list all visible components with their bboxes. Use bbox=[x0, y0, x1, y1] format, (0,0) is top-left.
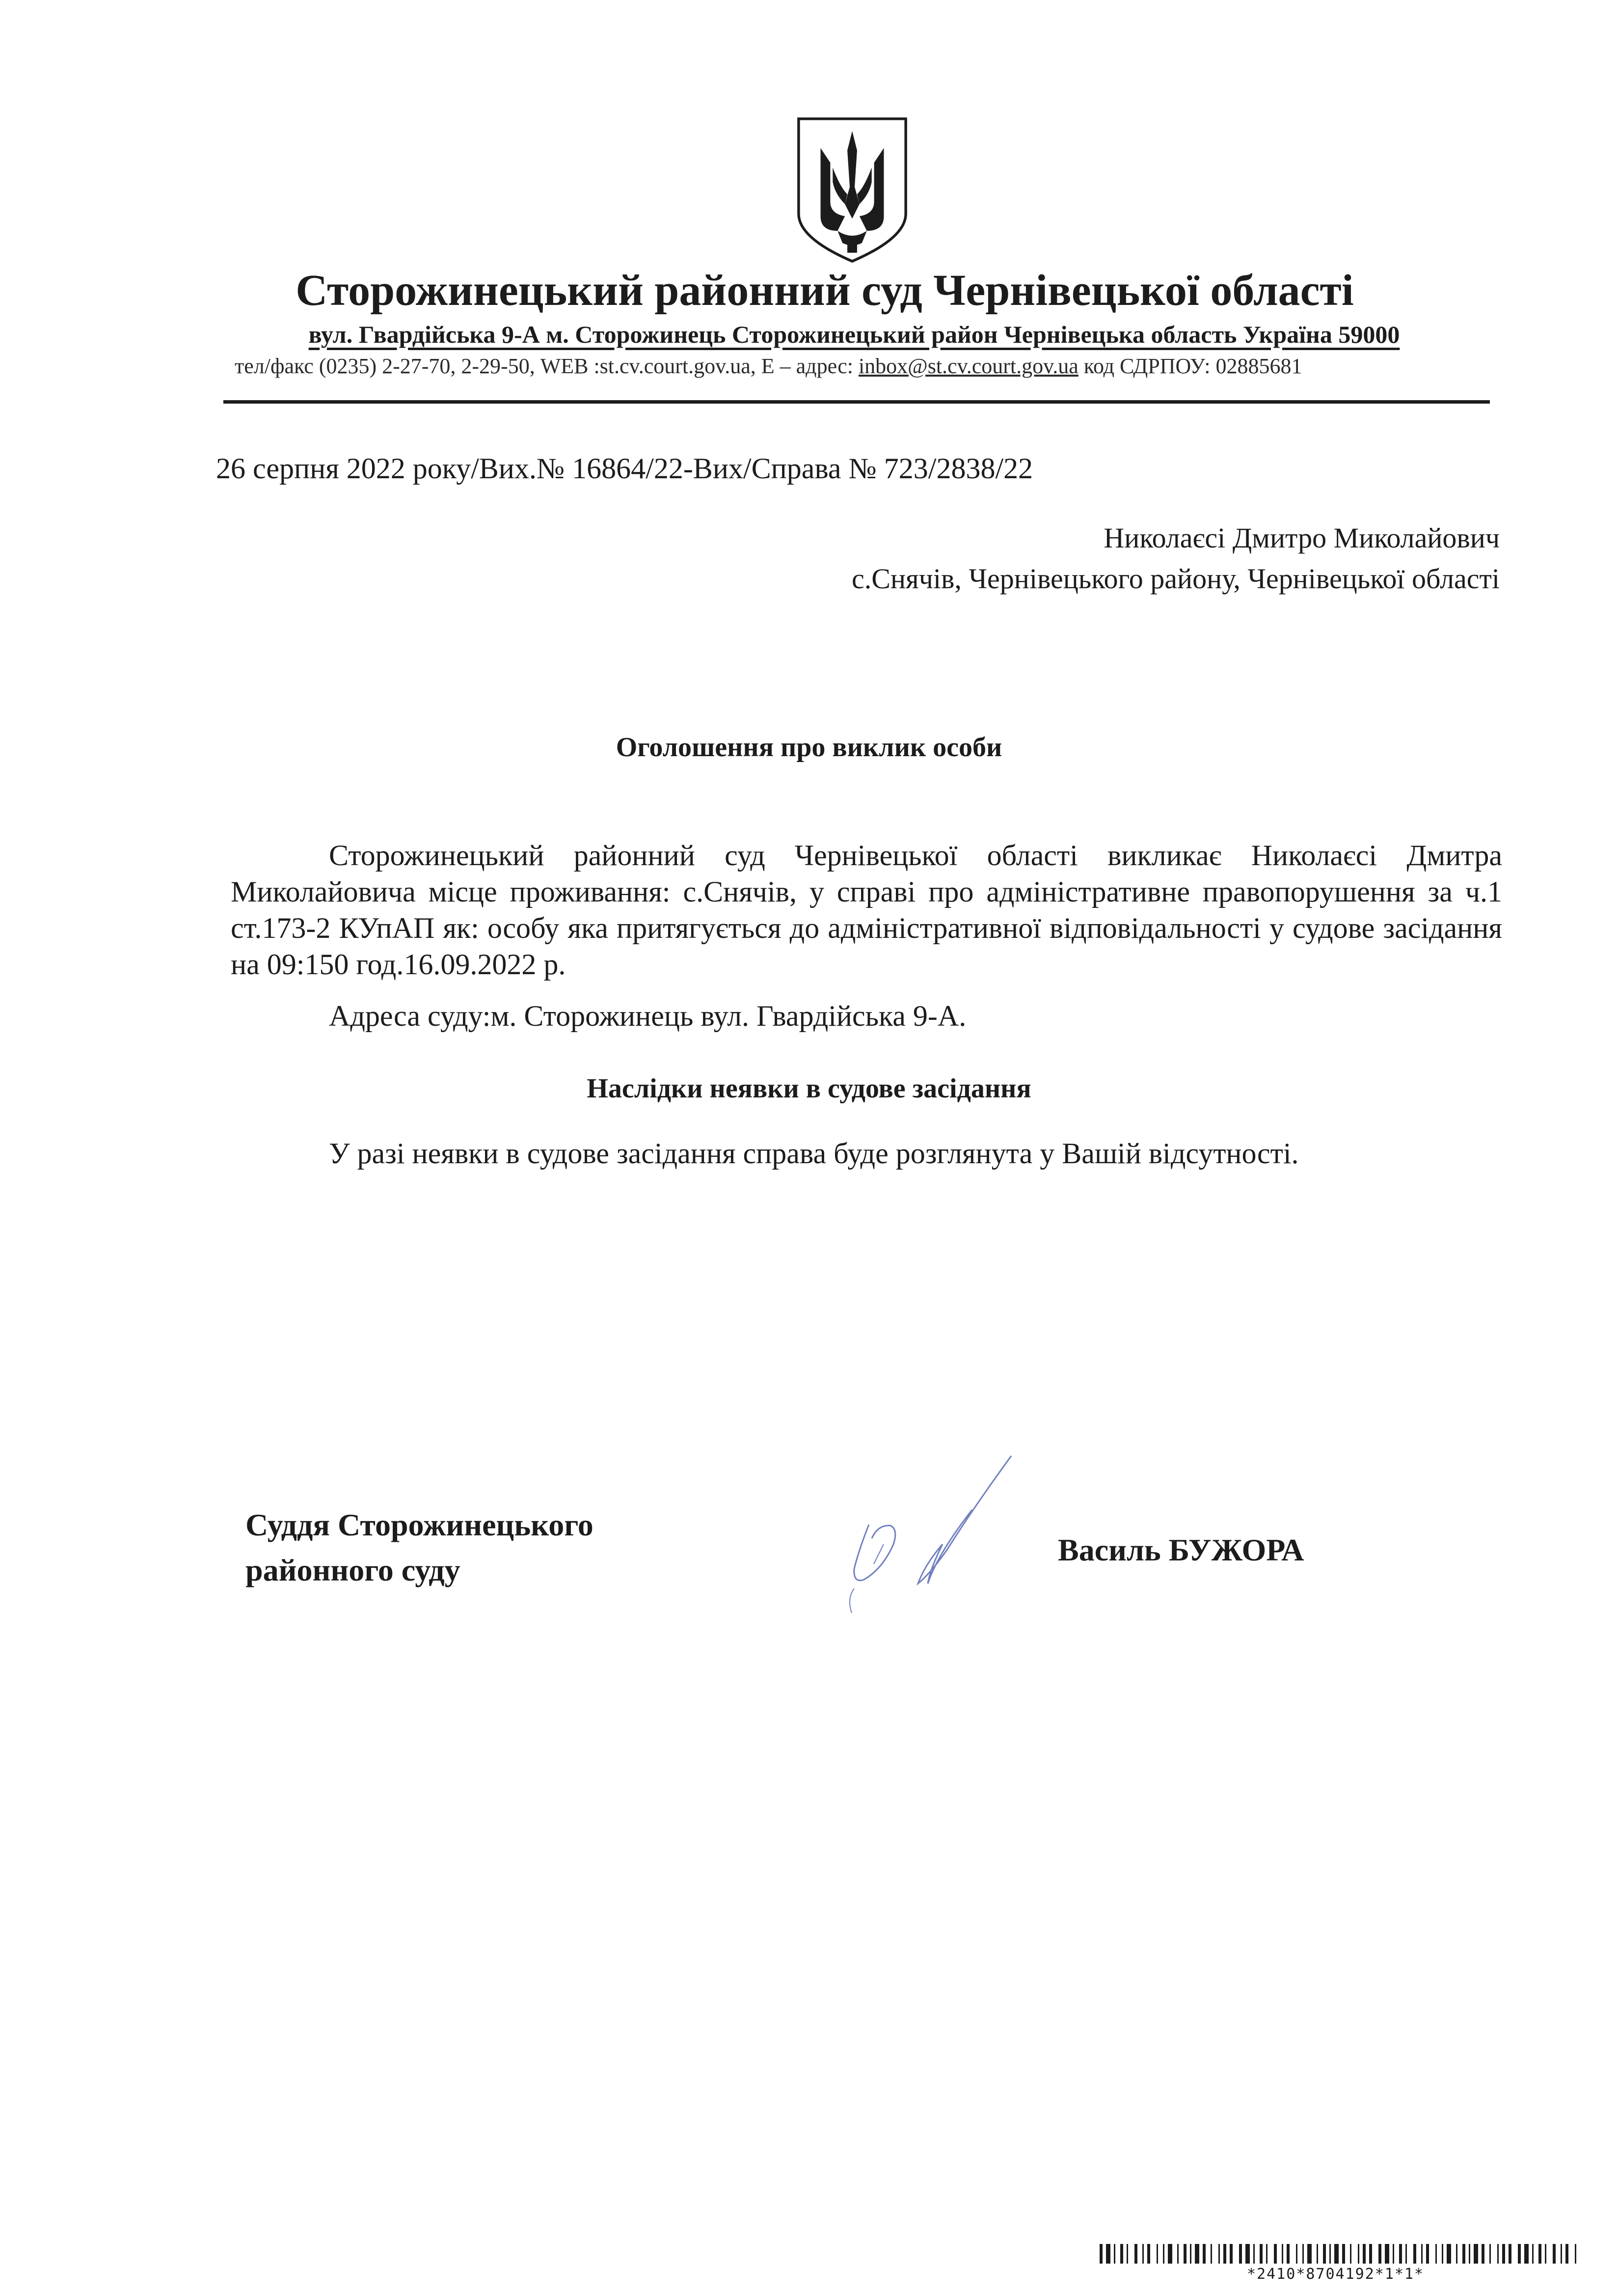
contacts-suffix: код СДРПОУ: 02885681 bbox=[1078, 354, 1302, 378]
judge-position bbox=[245, 1503, 593, 1593]
handwritten-signature bbox=[825, 1451, 1036, 1638]
consequences-title: Наслідки неявки в судове засідання bbox=[587, 1073, 1031, 1104]
judge-name: Василь БУЖОРА bbox=[1058, 1532, 1304, 1567]
coat-of-arms-icon bbox=[791, 114, 913, 266]
recipient-name: Николаєсі Дмитро Миколайович bbox=[1104, 522, 1500, 554]
judge-position-line-1: Суддя Сторожинецького bbox=[245, 1507, 593, 1542]
contacts-prefix: тел/факс (0235) 2-27-70, 2-29-50, WEB :st.cv.court.gov.ua, E – адрес: bbox=[235, 354, 859, 378]
barcode-number: *2410*8704192*1*1* bbox=[1247, 2266, 1425, 2283]
court-address: вул. Гвардійська 9-А м. Сторожинець Сторожинецький район Чернівецька область Україна 59000 bbox=[308, 321, 1400, 348]
judge-position-line-2: районного суду bbox=[245, 1553, 460, 1587]
recipient-address: с.Снячів, Чернівецького району, Чернівецької області bbox=[852, 563, 1500, 595]
court-address-line: Адреса суду:м. Сторожинець вул. Гвардійська 9-А. bbox=[329, 1000, 967, 1032]
barcode bbox=[1100, 2244, 1581, 2264]
consequences-text: У разі неявки в судове засідання справа буде розглянута у Вашій відсутності. bbox=[329, 1137, 1299, 1170]
court-name: Сторожинецький районний суд Чернівецької області bbox=[296, 266, 1354, 315]
court-contacts bbox=[235, 354, 1491, 379]
summons-paragraph: Сторожинецький районний суд Чернівецької області викликає Николаєсі Дмитра Миколайовича місце проживання: с.Снячів, у справі про адміністративне правопорушення за ч.1 ст.173-2 КУпАП як: особу яка притягується до адміністративної відповідальності у судове засідання на 09:150 год.16.09.2022 р. bbox=[231, 839, 1502, 981]
document-title: Оголошення про виклик особи bbox=[616, 732, 1002, 763]
document-reference: 26 серпня 2022 року/Вих.№ 16864/22-Вих/Справа № 723/2838/22 bbox=[216, 452, 1033, 485]
court-email: inbox@st.cv.court.gov.ua bbox=[858, 354, 1079, 378]
header-divider bbox=[223, 400, 1490, 404]
